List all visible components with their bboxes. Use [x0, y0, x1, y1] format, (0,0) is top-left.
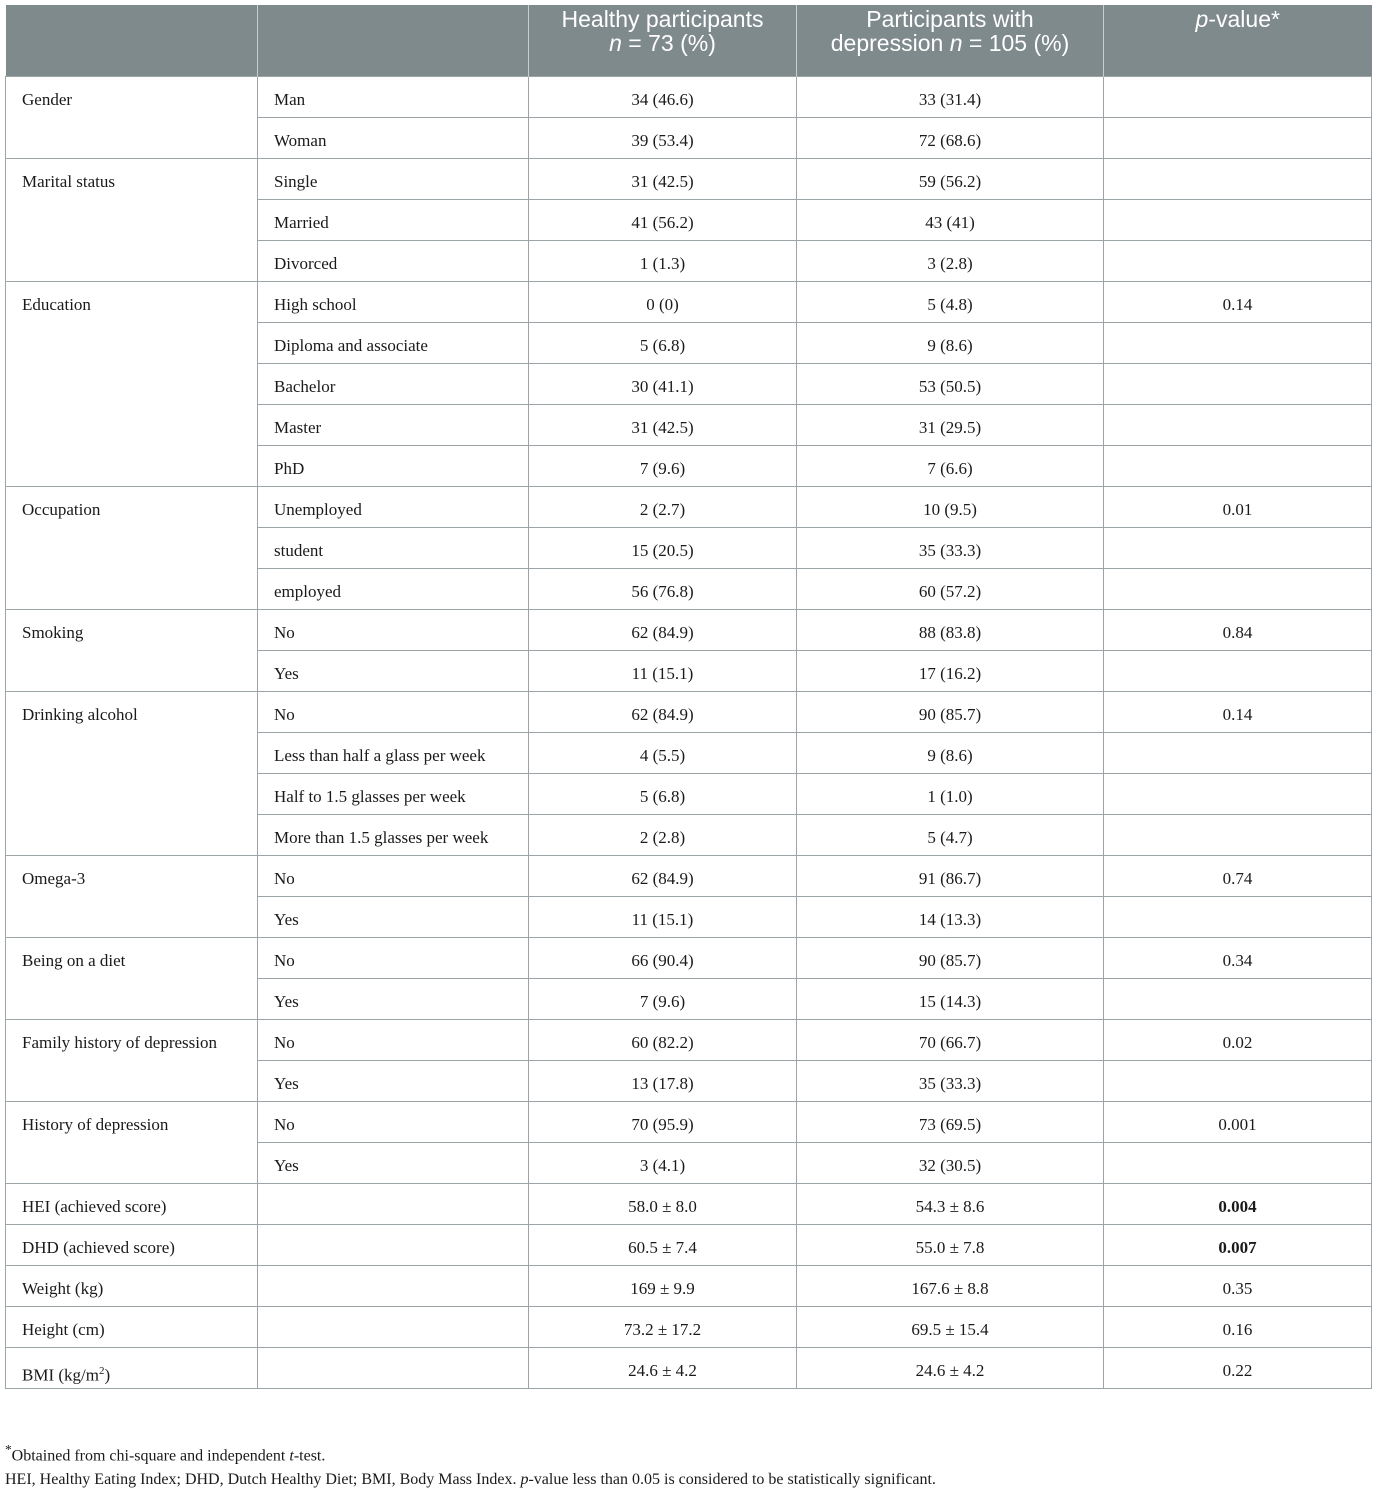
healthy-value: 39 (53.4) — [529, 118, 797, 159]
header-row — [6, 5, 1372, 77]
table-row — [6, 487, 1372, 528]
category-cell: Master — [258, 405, 529, 446]
healthy-value: 11 (15.1) — [529, 651, 797, 692]
header-category — [258, 5, 529, 77]
header-pvalue-p: p — [1195, 6, 1209, 32]
category-cell: PhD — [258, 446, 529, 487]
p-value — [1104, 159, 1372, 200]
p-value: 0.004 — [1104, 1184, 1372, 1225]
depression-value: 17 (16.2) — [797, 651, 1104, 692]
category-cell: Diploma and associate — [258, 323, 529, 364]
measure-label-text: Weight (kg) — [22, 1279, 104, 1298]
healthy-value: 1 (1.3) — [529, 241, 797, 282]
measure-label-text: HEI (achieved score) — [22, 1197, 167, 1216]
p-value: 0.74 — [1104, 856, 1372, 897]
table-row — [6, 1348, 1372, 1389]
depression-value: 10 (9.5) — [797, 487, 1104, 528]
depression-value: 73 (69.5) — [797, 1102, 1104, 1143]
p-value — [1104, 528, 1372, 569]
category-cell: student — [258, 528, 529, 569]
p-value — [1104, 774, 1372, 815]
table-row — [6, 1102, 1372, 1143]
healthy-value: 0 (0) — [529, 282, 797, 323]
depression-value: 31 (29.5) — [797, 405, 1104, 446]
p-value: 0.02 — [1104, 1020, 1372, 1061]
header-depression-n: n — [949, 30, 963, 56]
p-value: 0.01 — [1104, 487, 1372, 528]
category-cell: No — [258, 610, 529, 651]
healthy-value: 30 (41.1) — [529, 364, 797, 405]
category-cell: No — [258, 856, 529, 897]
category-cell: Woman — [258, 118, 529, 159]
p-value — [1104, 733, 1372, 774]
p-value — [1104, 200, 1372, 241]
healthy-value: 31 (42.5) — [529, 159, 797, 200]
header-depression-line1: Participants with — [866, 6, 1034, 32]
footnote-abbrev-end: -value less than 0.05 is considered to be statistically significant. — [528, 1471, 936, 1489]
table-row — [6, 1020, 1372, 1061]
category-cell: Man — [258, 77, 529, 118]
p-value — [1104, 405, 1372, 446]
table-body — [6, 77, 1372, 1389]
healthy-value: 7 (9.6) — [529, 446, 797, 487]
p-value — [1104, 1061, 1372, 1102]
depression-value: 24.6 ± 4.2 — [797, 1348, 1104, 1389]
healthy-value: 2 (2.8) — [529, 815, 797, 856]
p-value: 0.007 — [1104, 1225, 1372, 1266]
category-cell: Unemployed — [258, 487, 529, 528]
measure-label-text: DHD (achieved score) — [22, 1238, 175, 1257]
category-cell: Married — [258, 200, 529, 241]
p-value — [1104, 241, 1372, 282]
variable-label: Marital status — [6, 159, 258, 282]
table-row — [6, 1184, 1372, 1225]
depression-value: 69.5 ± 15.4 — [797, 1307, 1104, 1348]
header-depression — [797, 5, 1104, 77]
healthy-value: 60 (82.2) — [529, 1020, 797, 1061]
variable-label: Occupation — [6, 487, 258, 610]
healthy-value: 62 (84.9) — [529, 692, 797, 733]
table-row — [6, 159, 1372, 200]
depression-value: 7 (6.6) — [797, 446, 1104, 487]
variable-label: Drinking alcohol — [6, 692, 258, 856]
measure-label-end: ) — [104, 1365, 111, 1385]
p-value: 0.22 — [1104, 1348, 1372, 1389]
p-value: 0.34 — [1104, 938, 1372, 979]
depression-value: 3 (2.8) — [797, 241, 1104, 282]
table-row — [6, 938, 1372, 979]
table-row — [6, 1307, 1372, 1348]
category-cell: Less than half a glass per week — [258, 733, 529, 774]
healthy-value: 62 (84.9) — [529, 610, 797, 651]
healthy-value: 24.6 ± 4.2 — [529, 1348, 797, 1389]
measure-label — [6, 1225, 258, 1266]
category-cell — [258, 1307, 529, 1348]
category-cell — [258, 1225, 529, 1266]
header-depression-prefix: depression — [830, 30, 950, 56]
category-cell: Yes — [258, 1061, 529, 1102]
depression-value: 1 (1.0) — [797, 774, 1104, 815]
healthy-value: 73.2 ± 17.2 — [529, 1307, 797, 1348]
p-value — [1104, 118, 1372, 159]
healthy-value: 5 (6.8) — [529, 774, 797, 815]
category-cell — [258, 1266, 529, 1307]
depression-value: 9 (8.6) — [797, 323, 1104, 364]
healthy-value: 62 (84.9) — [529, 856, 797, 897]
depression-value: 88 (83.8) — [797, 610, 1104, 651]
depression-value: 90 (85.7) — [797, 938, 1104, 979]
measure-label — [6, 1184, 258, 1225]
header-healthy-line1: Healthy participants — [561, 6, 764, 32]
measure-label — [6, 1266, 258, 1307]
healthy-value: 58.0 ± 8.0 — [529, 1184, 797, 1225]
depression-value: 167.6 ± 8.8 — [797, 1266, 1104, 1307]
healthy-value: 3 (4.1) — [529, 1143, 797, 1184]
p-value — [1104, 77, 1372, 118]
footnote-abbrev-text: HEI, Healthy Eating Index; DHD, Dutch Healthy Diet; BMI, Body Mass Index. — [5, 1471, 521, 1489]
healthy-value: 66 (90.4) — [529, 938, 797, 979]
footnotes — [5, 1438, 1371, 1492]
category-cell — [258, 1348, 529, 1389]
healthy-value: 34 (46.6) — [529, 77, 797, 118]
p-value — [1104, 446, 1372, 487]
depression-value: 35 (33.3) — [797, 528, 1104, 569]
depression-value: 32 (30.5) — [797, 1143, 1104, 1184]
depression-value: 91 (86.7) — [797, 856, 1104, 897]
header-healthy-line2 — [535, 31, 790, 55]
header-healthy-n-value: = 73 (%) — [621, 30, 716, 56]
measure-label — [6, 1348, 258, 1389]
p-value — [1104, 815, 1372, 856]
depression-value: 54.3 ± 8.6 — [797, 1184, 1104, 1225]
table-container — [5, 5, 1371, 1389]
table-row — [6, 1266, 1372, 1307]
depression-value: 90 (85.7) — [797, 692, 1104, 733]
footnote-abbreviations — [5, 1468, 1371, 1492]
measure-label-text: BMI (kg/m — [22, 1365, 99, 1385]
depression-value: 9 (8.6) — [797, 733, 1104, 774]
p-value — [1104, 323, 1372, 364]
depression-value: 53 (50.5) — [797, 364, 1104, 405]
healthy-value: 41 (56.2) — [529, 200, 797, 241]
category-cell: Yes — [258, 979, 529, 1020]
footnote-star-t: t — [289, 1447, 294, 1465]
footnote-abbrev-p: p — [520, 1471, 529, 1489]
depression-value: 55.0 ± 7.8 — [797, 1225, 1104, 1266]
header-healthy-n: n — [609, 30, 622, 56]
category-cell: Yes — [258, 897, 529, 938]
healthy-value: 169 ± 9.9 — [529, 1266, 797, 1307]
footnote-star — [5, 1438, 1371, 1468]
category-cell: No — [258, 938, 529, 979]
table-row — [6, 77, 1372, 118]
measure-label-text: Height (cm) — [22, 1320, 105, 1339]
depression-value: 43 (41) — [797, 200, 1104, 241]
p-value: 0.16 — [1104, 1307, 1372, 1348]
healthy-value: 7 (9.6) — [529, 979, 797, 1020]
p-value: 0.84 — [1104, 610, 1372, 651]
p-value: 0.14 — [1104, 282, 1372, 323]
table-row — [6, 856, 1372, 897]
category-cell: Divorced — [258, 241, 529, 282]
p-value: 0.001 — [1104, 1102, 1372, 1143]
p-value: 0.14 — [1104, 692, 1372, 733]
depression-value: 60 (57.2) — [797, 569, 1104, 610]
category-cell: Half to 1.5 glasses per week — [258, 774, 529, 815]
variable-label: Family history of depression — [6, 1020, 258, 1102]
footnote-star-text: Obtained from chi-square and independent — [11, 1447, 290, 1465]
category-cell: Bachelor — [258, 364, 529, 405]
healthy-value: 4 (5.5) — [529, 733, 797, 774]
header-pvalue — [1104, 5, 1372, 77]
variable-label: Gender — [6, 77, 258, 159]
footnote-star-end: -test. — [293, 1447, 326, 1465]
depression-value: 33 (31.4) — [797, 77, 1104, 118]
healthy-value: 60.5 ± 7.4 — [529, 1225, 797, 1266]
table-row — [6, 1225, 1372, 1266]
healthy-value: 11 (15.1) — [529, 897, 797, 938]
header-variable — [6, 5, 258, 77]
p-value — [1104, 1143, 1372, 1184]
variable-label: Smoking — [6, 610, 258, 692]
variable-label: Education — [6, 282, 258, 487]
healthy-value: 13 (17.8) — [529, 1061, 797, 1102]
category-cell: Yes — [258, 651, 529, 692]
variable-label: Being on a diet — [6, 938, 258, 1020]
table-row — [6, 610, 1372, 651]
category-cell: No — [258, 1102, 529, 1143]
category-cell: No — [258, 692, 529, 733]
category-cell: employed — [258, 569, 529, 610]
p-value — [1104, 979, 1372, 1020]
depression-value: 5 (4.7) — [797, 815, 1104, 856]
category-cell — [258, 1184, 529, 1225]
header-healthy — [529, 5, 797, 77]
category-cell: No — [258, 1020, 529, 1061]
depression-value: 15 (14.3) — [797, 979, 1104, 1020]
category-cell: Single — [258, 159, 529, 200]
depression-value: 5 (4.8) — [797, 282, 1104, 323]
footnote-star-mark: * — [5, 1442, 12, 1457]
healthy-value: 15 (20.5) — [529, 528, 797, 569]
header-depression-line2 — [803, 31, 1097, 55]
variable-label: History of depression — [6, 1102, 258, 1184]
category-cell: High school — [258, 282, 529, 323]
depression-value: 70 (66.7) — [797, 1020, 1104, 1061]
table-row — [6, 282, 1372, 323]
depression-value: 72 (68.6) — [797, 118, 1104, 159]
depression-value: 14 (13.3) — [797, 897, 1104, 938]
depression-value: 59 (56.2) — [797, 159, 1104, 200]
category-cell: More than 1.5 glasses per week — [258, 815, 529, 856]
p-value: 0.35 — [1104, 1266, 1372, 1307]
p-value — [1104, 569, 1372, 610]
characteristics-table — [5, 5, 1372, 1389]
depression-value: 35 (33.3) — [797, 1061, 1104, 1102]
healthy-value: 2 (2.7) — [529, 487, 797, 528]
category-cell: Yes — [258, 1143, 529, 1184]
header-pvalue-rest: -value* — [1208, 6, 1280, 32]
healthy-value: 31 (42.5) — [529, 405, 797, 446]
measure-label — [6, 1307, 258, 1348]
healthy-value: 70 (95.9) — [529, 1102, 797, 1143]
table-row — [6, 692, 1372, 733]
header-depression-n-value: = 105 (%) — [962, 30, 1070, 56]
p-value — [1104, 897, 1372, 938]
p-value — [1104, 651, 1372, 692]
healthy-value: 56 (76.8) — [529, 569, 797, 610]
p-value — [1104, 364, 1372, 405]
variable-label: Omega-3 — [6, 856, 258, 938]
healthy-value: 5 (6.8) — [529, 323, 797, 364]
measure-label-superscript: 2 — [98, 1365, 105, 1377]
